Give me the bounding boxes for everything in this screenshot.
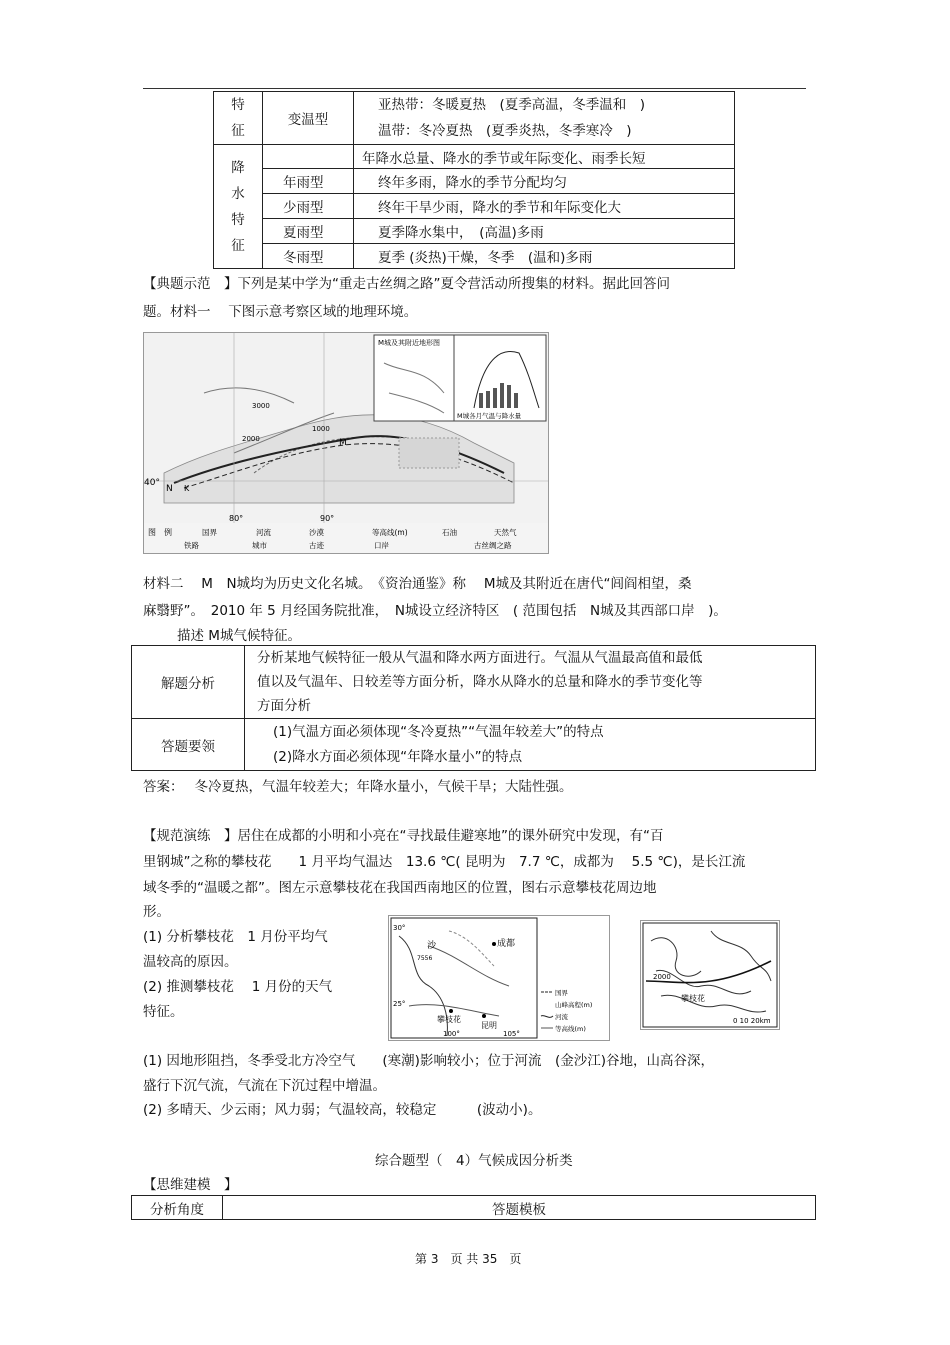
variable-type-cell: 变温型 [263, 92, 354, 145]
map1-lat25: 25° [393, 1000, 406, 1008]
template-col-angle: 分析角度 [132, 1196, 223, 1220]
temp-desc-cell: 亚热带：冬暖夏热 (夏季高温，冬季温和 ) 温带：冬冷夏热 (夏季炎热，冬季寒冷 ) [354, 92, 735, 145]
legend-item: 口岸 [374, 541, 389, 550]
analysis-content: 分析某地气候特征一般从气温和降水两方面进行。气温从气温最高值和最低 值以及气温年、日较差等方面分析，降水从降水的总量和降水的季节变化等 方面分析 [245, 646, 816, 719]
map1-peak: 7556 [417, 955, 433, 962]
key-content: (1)气温方面必须体现“冬冷夏热”“气温年较差大”的特点 (2)降水方面必须体现“年降水量小”的特点 [245, 719, 816, 771]
map-legend-title: 图 例 [148, 528, 172, 537]
practice-q1a: (1) 分析攀枝花 1 月份平均气 [143, 929, 328, 945]
map1-chengdu: 成都 [497, 939, 516, 949]
precip-header: 年降水总量、降水的季节或年际变化、雨季长短 [354, 145, 735, 169]
legend-item: 古丝绸之路 [474, 541, 512, 550]
map-city-m: M [339, 438, 347, 448]
analysis-table [131, 645, 816, 771]
rain-desc: 终年多雨，降水的季节分配均匀 [354, 169, 735, 194]
question-text: 描述 M城气候特征。 [177, 628, 301, 644]
legend-item: 城市 [252, 541, 267, 550]
map2-panzhihua: 攀枝花 [681, 994, 705, 1003]
practice-answer2: (2) 多晴天、少云雨；风力弱；气温较高，较稳定 (波动小)。 [143, 1102, 542, 1118]
material2-line1: 材料二 M N城均为历史文化名城。 《资治通鉴》称 M城及其附近在唐代“闾阎相望，桑 [143, 576, 692, 592]
map1-legend-item: 河流 [555, 1013, 568, 1021]
page-footer: 第 3 页 共 35 页 [415, 1252, 522, 1266]
legend-item: 国界 [202, 528, 217, 537]
example-intro-line2: 题。材料一 下图示意考察区域的地理环境。 [143, 304, 418, 320]
map-contour-2000: 2000 [242, 435, 260, 443]
silk-road-map [143, 332, 549, 554]
legend-item: 石油 [442, 528, 457, 537]
map-lon-90: 90° [320, 514, 335, 523]
legend-item: 沙漠 [309, 528, 324, 537]
legend-item: 古迹 [309, 541, 324, 550]
map-lon-80: 80° [229, 514, 244, 523]
map-city-k: K [184, 484, 190, 493]
climate-table [213, 91, 735, 269]
section-modeling: 【思维建模 】 [143, 1177, 238, 1193]
material2-line2: 麻翳野”。 2010 年 5 月经国务院批准， N城设立经济特区 ( 范围包括 N城及其西部口岸 )。 [143, 603, 727, 619]
temp-feature-label: 特 征 [214, 92, 263, 145]
legend-item: 铁路 [184, 541, 199, 550]
practice-q2b: 特征。 [143, 1004, 184, 1020]
practice-line3: 域冬季的“温暖之都”。图左示意攀枝花在我国西南地区的位置，图右示意攀枝花周边地 [143, 880, 657, 896]
key-label: 答题要领 [132, 719, 245, 771]
rain-type: 年雨型 [263, 169, 354, 194]
rain-type: 冬雨型 [263, 244, 354, 269]
map-city-n: N [166, 484, 173, 494]
practice-line1: 【规范演练 】居住在成都的小明和小亮在“寻找最佳避寒地”的课外研究中发现，有“百 [143, 828, 664, 844]
rain-desc: 夏季 (炎热)干燥，冬季 (温和)多雨 [354, 244, 735, 269]
precip-header-empty [263, 145, 354, 169]
map-lat-40: 40° [144, 478, 160, 488]
template-col-template: 答题模板 [223, 1196, 816, 1220]
map1-lon100: 100° [443, 1030, 460, 1038]
map1-legend-item: 山峰高程(m) [555, 1001, 593, 1009]
practice-answer1b: 盛行下沉气流，气流在下沉过程中增温。 [143, 1078, 386, 1094]
panzhihua-location-map [388, 915, 610, 1041]
rain-desc: 夏季降水集中， (高温)多雨 [354, 219, 735, 244]
map2-contour-2000: 2000 [653, 973, 671, 981]
practice-line4: 形。 [143, 904, 170, 920]
map1-lon105: 105° [503, 1030, 520, 1038]
map1-lat30: 30° [393, 924, 406, 932]
map1-kunming: 昆明 [481, 1021, 497, 1030]
precip-feature-label: 降 水 特 征 [214, 145, 263, 269]
map1-sha: 沙 [427, 941, 437, 951]
rain-desc: 终年干旱少雨，降水的季节和年际变化大 [354, 194, 735, 219]
template-table [131, 1195, 816, 1220]
practice-q1b: 温较高的原因。 [143, 954, 238, 970]
rain-type: 少雨型 [263, 194, 354, 219]
map-chart-caption: M城各月气温与降水量 [457, 412, 522, 420]
practice-q2a: (2) 推测攀枝花 1 月份的天气 [143, 979, 333, 995]
map-contour-1000: 1000 [312, 425, 330, 433]
section-title: 综合题型（ 4）气候成因分析类 [375, 1153, 573, 1169]
map2-scale: 0 10 20km [733, 1017, 771, 1025]
map1-legend-item: 等高线(m) [555, 1025, 586, 1033]
legend-item: 天然气 [494, 528, 517, 537]
panzhihua-terrain-map [640, 920, 780, 1030]
map1-panzhihua: 攀枝花 [437, 1015, 461, 1024]
map-contour-3000: 3000 [252, 402, 270, 410]
map1-legend-item: 国界 [555, 989, 568, 997]
legend-item: 等高线(m) [372, 528, 408, 537]
rain-type: 夏雨型 [263, 219, 354, 244]
practice-line2: 里钢城”之称的攀枝花 1 月平均气温达 13.6 ℃( 昆明为 7.7 ℃，成都为 5.5 ℃)，是长江流 [143, 854, 746, 870]
legend-item: 河流 [256, 528, 271, 537]
practice-answer1a: (1) 因地形阻挡，冬季受北方冷空气 (寒潮)影响较小；位于河流 (金沙江)谷地，山高谷深， [143, 1053, 714, 1069]
example-intro-line1: 【典题示范 】下列是某中学为“重走古丝绸之路”夏令营活动所搜集的材料。据此回答问 [143, 276, 670, 292]
map-inset-title: M城及其附近地形图 [378, 339, 441, 347]
example-answer: 答案： 冬冷夏热，气温年较差大；年降水量小，气候干旱；大陆性强。 [143, 779, 573, 795]
header-rule [143, 88, 806, 89]
analysis-label: 解题分析 [132, 646, 245, 719]
